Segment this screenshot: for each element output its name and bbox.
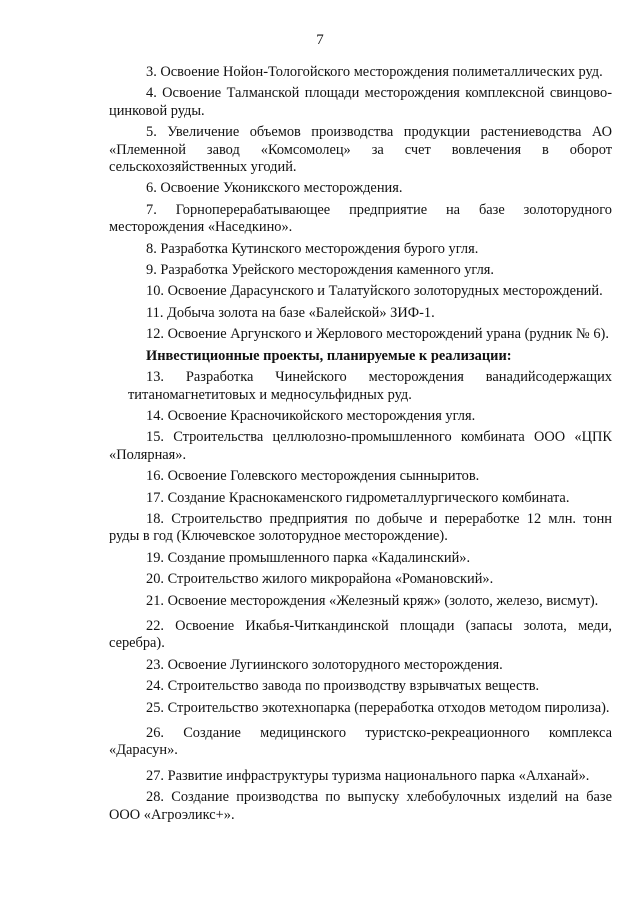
list-item: 15. Строительства целлюлозно-промышленного комбината ООО «ЦПК «Полярная». [109,429,612,463]
list-item: 27. Развитие инфраструктуры туризма национального парка «Алханай». [146,767,590,784]
list-item: 18. Строительство предприятия по добыче и переработке 12 млн. тонн руды в год (Ключевское золоторудное месторождение). [109,510,612,545]
list-item: 6. Освоение Уконикского месторождения. [146,180,403,197]
list-item: 19. Создание промышленного парка «Кадалинский». [146,549,471,566]
list-item: 17. Создание Краснокаменского гидрометаллургического комбината. [146,489,570,506]
list-item: 9. Разработка Урейского месторождения каменного угля. [146,262,495,279]
list-item: 16. Освоение Голевского месторождения сынныритов. [146,468,480,485]
list-item: 5. Увеличение объемов производства продукции растениеводства АО «Племенной завод «Комсомолец» за счет вовлечения в оборот сельскохозяйственных угодий. [109,124,612,176]
list-item: 20. Строительство жилого микрорайона «Романовский». [146,571,494,588]
list-item: 13. Разработка Чинейского месторождения ванадийсодержащих титаномагнетитовых и медносульфидных руд. [128,369,612,403]
list-item: 25. Строительство экотехнопарка (переработка отходов методом пиролиза). [146,699,610,716]
list-item: 23. Освоение Лугиинского золоторудного месторождения. [146,656,503,673]
list-item: 4. Освоение Талманской площади месторождения комплексной свинцово-цинковой руды. [109,85,612,119]
page-number: 7 [316,32,324,48]
list-item: 24. Строительство завода по производству взрывчатых веществ. [146,678,540,695]
list-item: 14. Освоение Красночикойского месторождения угля. [146,407,476,424]
list-item: 21. Освоение месторождения «Железный кряж» (золото, железо, висмут). [146,592,599,609]
list-item: 8. Разработка Кутинского месторождения бурого угля. [146,240,479,257]
list-item: 22. Освоение Икабья-Читкандинской площади (запасы золота, меди, серебра). [109,617,612,652]
list-item: 10. Освоение Дарасунского и Талатуйского золоторудных месторождений. [146,283,603,300]
list-item: 12. Освоение Аргунского и Жерлового месторождений урана (рудник № 6). [146,326,609,343]
list-item: 26. Создание медицинского туристско-рекреационного комплекса «Дарасун». [109,725,612,759]
document-body [109,64,612,828]
list-item: 7. Горноперерабатывающее предприятие на базе золоторудного месторождения «Наседкино». [109,201,612,236]
list-item: 3. Освоение Нойон-Тологойского месторождения полиметаллических руд. [146,64,603,80]
list-item: 11. Добыча золота на базе «Балейской» ЗИФ-1. [146,304,435,321]
list-item: 28. Создание производства по выпуску хлебобулочных изделий на базе ООО «Агроэликс+». [109,789,612,823]
section-heading: Инвестиционные проекты, планируемые к реализации: [146,347,512,364]
